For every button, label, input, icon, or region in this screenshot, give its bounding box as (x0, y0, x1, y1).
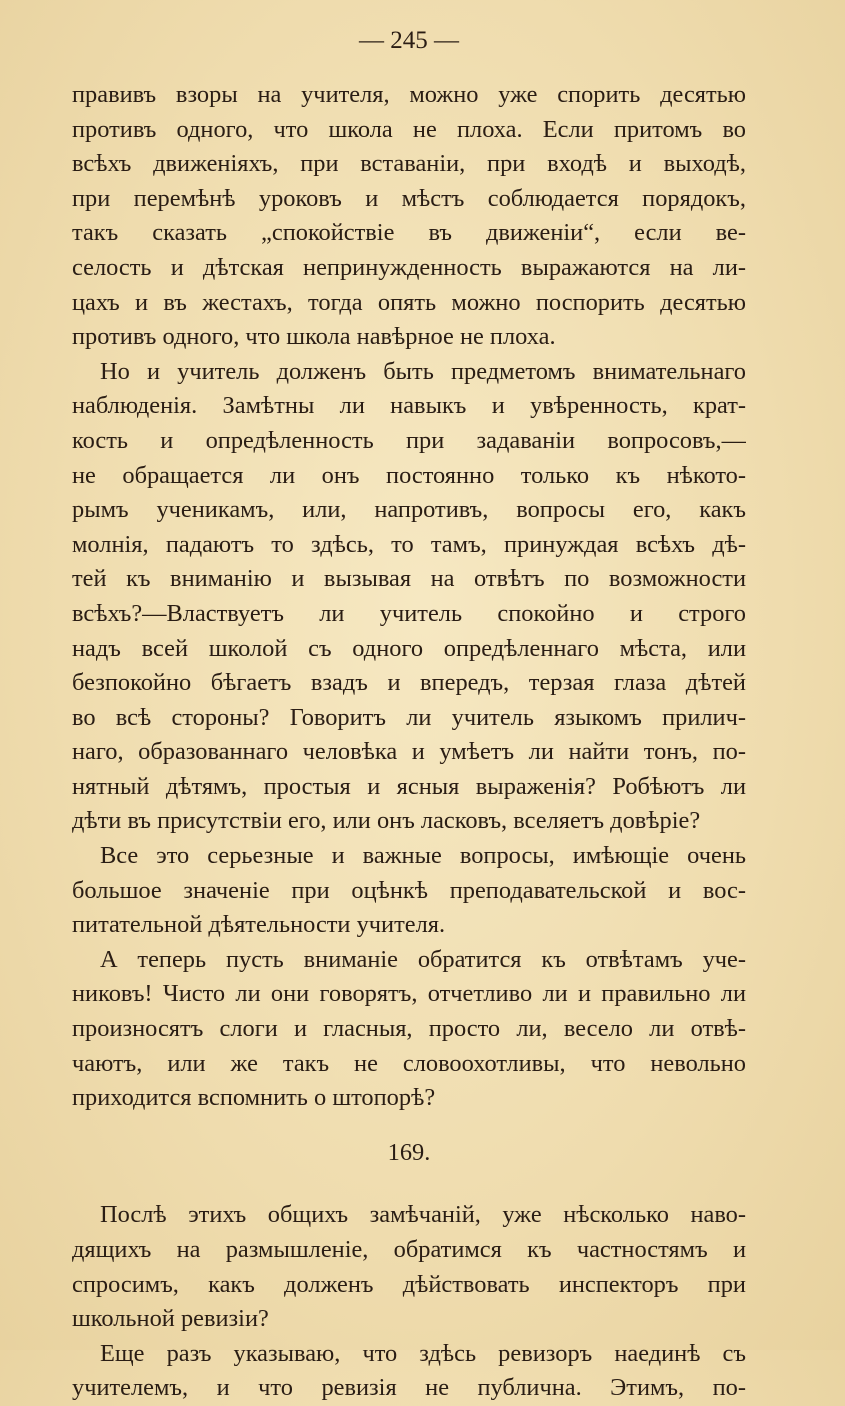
text-line: при перемѣнѣ уроковъ и мѣстъ соблюдается порядокъ, (72, 184, 746, 212)
text-line: всѣхъ?—Властвуетъ ли учитель спокойно и строго (72, 599, 746, 627)
text-line: молнія, падаютъ то здѣсь, то тамъ, принуждая всѣхъ дѣ- (72, 530, 746, 558)
text-line: противъ одного, что школа не плоха. Если притомъ во (72, 115, 746, 143)
text-line: А теперь пусть вниманіе обратится къ отвѣтамъ уче- (100, 945, 746, 973)
text-line: Но и учитель долженъ быть предметомъ внимательнаго (100, 357, 746, 385)
text-line: такъ сказать „спокойствіе въ движеніи“, если ве- (72, 219, 746, 247)
text-line: безпокойно бѣгаетъ взадъ и впередъ, терзая глаза дѣтей (72, 669, 746, 697)
text-line: нятный дѣтямъ, простыя и ясныя выраженія? Робѣютъ ли (72, 772, 746, 800)
text-line: большое значеніе при оцѣнкѣ преподавательской и вос- (72, 876, 746, 904)
paragraph-student-answers (72, 943, 746, 1116)
paragraph-inspector (72, 1198, 746, 1336)
text-line: никовъ! Чисто ли они говорятъ, отчетливо ли и правильно ли (72, 980, 746, 1008)
text-line: дящихъ на размышленіе, обратимся къ частностямъ и (72, 1236, 746, 1263)
text-line: противъ одного, что школа навѣрное не плоха. (72, 323, 556, 351)
text-line: не обращается ли онъ постоянно только къ нѣкото- (72, 461, 746, 489)
paragraph-revision (72, 1337, 746, 1406)
text-line: правивъ взоры на учителя, можно уже спорить десятью (72, 81, 746, 108)
text-line: рымъ ученикамъ, или, напротивъ, вопросы его, какъ (72, 496, 746, 524)
text-line: всѣхъ движеніяхъ, при вставаніи, при входѣ и выходѣ, (72, 150, 746, 178)
paragraph-teacher-observation (72, 355, 746, 839)
text-line: Еще разъ указываю, что здѣсь ревизоръ наединѣ съ (100, 1339, 746, 1367)
page-number: — 245 — (359, 27, 459, 54)
text-line: приходится вспомнить о штопорѣ? (72, 1084, 436, 1112)
text-line: питательной дѣятельности учителя. (72, 911, 446, 939)
paragraph-importance (72, 839, 746, 943)
text-line: произносятъ слоги и гласныя, просто ли, весело ли отвѣ- (72, 1015, 746, 1043)
text-line: Все это серьезные и важные вопросы, имѣющіе очень (100, 842, 746, 870)
text-line: селость и дѣтская непринужденность выражаются на ли- (72, 253, 746, 281)
text-line: надъ всей школой съ одного опредѣленнаго мѣста, или (72, 634, 746, 662)
book-page (72, 22, 746, 1406)
paragraph-continuation (72, 78, 746, 355)
text-line: дѣти въ присутствіи его, или онъ ласковъ, вселяетъ довѣріе? (72, 807, 701, 835)
text-line: цахъ и въ жестахъ, тогда опять можно поспорить десятью (72, 288, 746, 316)
text-line: Послѣ этихъ общихъ замѣчаній, уже нѣсколько наво- (100, 1201, 746, 1229)
text-line: наблюденія. Замѣтны ли навыкъ и увѣренность, крат- (72, 392, 746, 420)
text-line: наго, образованнаго человѣка и умѣетъ ли найти тонъ, по- (72, 738, 746, 766)
text-line: кость и опредѣленность при задаваніи вопросовъ,— (72, 426, 746, 454)
text-line: школьной ревизіи? (72, 1305, 269, 1333)
text-line: во всѣ стороны? Говоритъ ли учитель языкомъ прилич- (72, 703, 746, 731)
text-line: чаютъ, или же такъ не словоохотливы, что невольно (72, 1049, 746, 1077)
text-line: тей къ вниманію и вызывая на отвѣтъ по возможности (72, 565, 746, 593)
text-line: учителемъ, и что ревизія не публична. Этимъ, по- (72, 1374, 746, 1402)
text-line: спросимъ, какъ долженъ дѣйствовать инспекторъ при (72, 1270, 746, 1298)
section-number: 169. (387, 1138, 431, 1166)
